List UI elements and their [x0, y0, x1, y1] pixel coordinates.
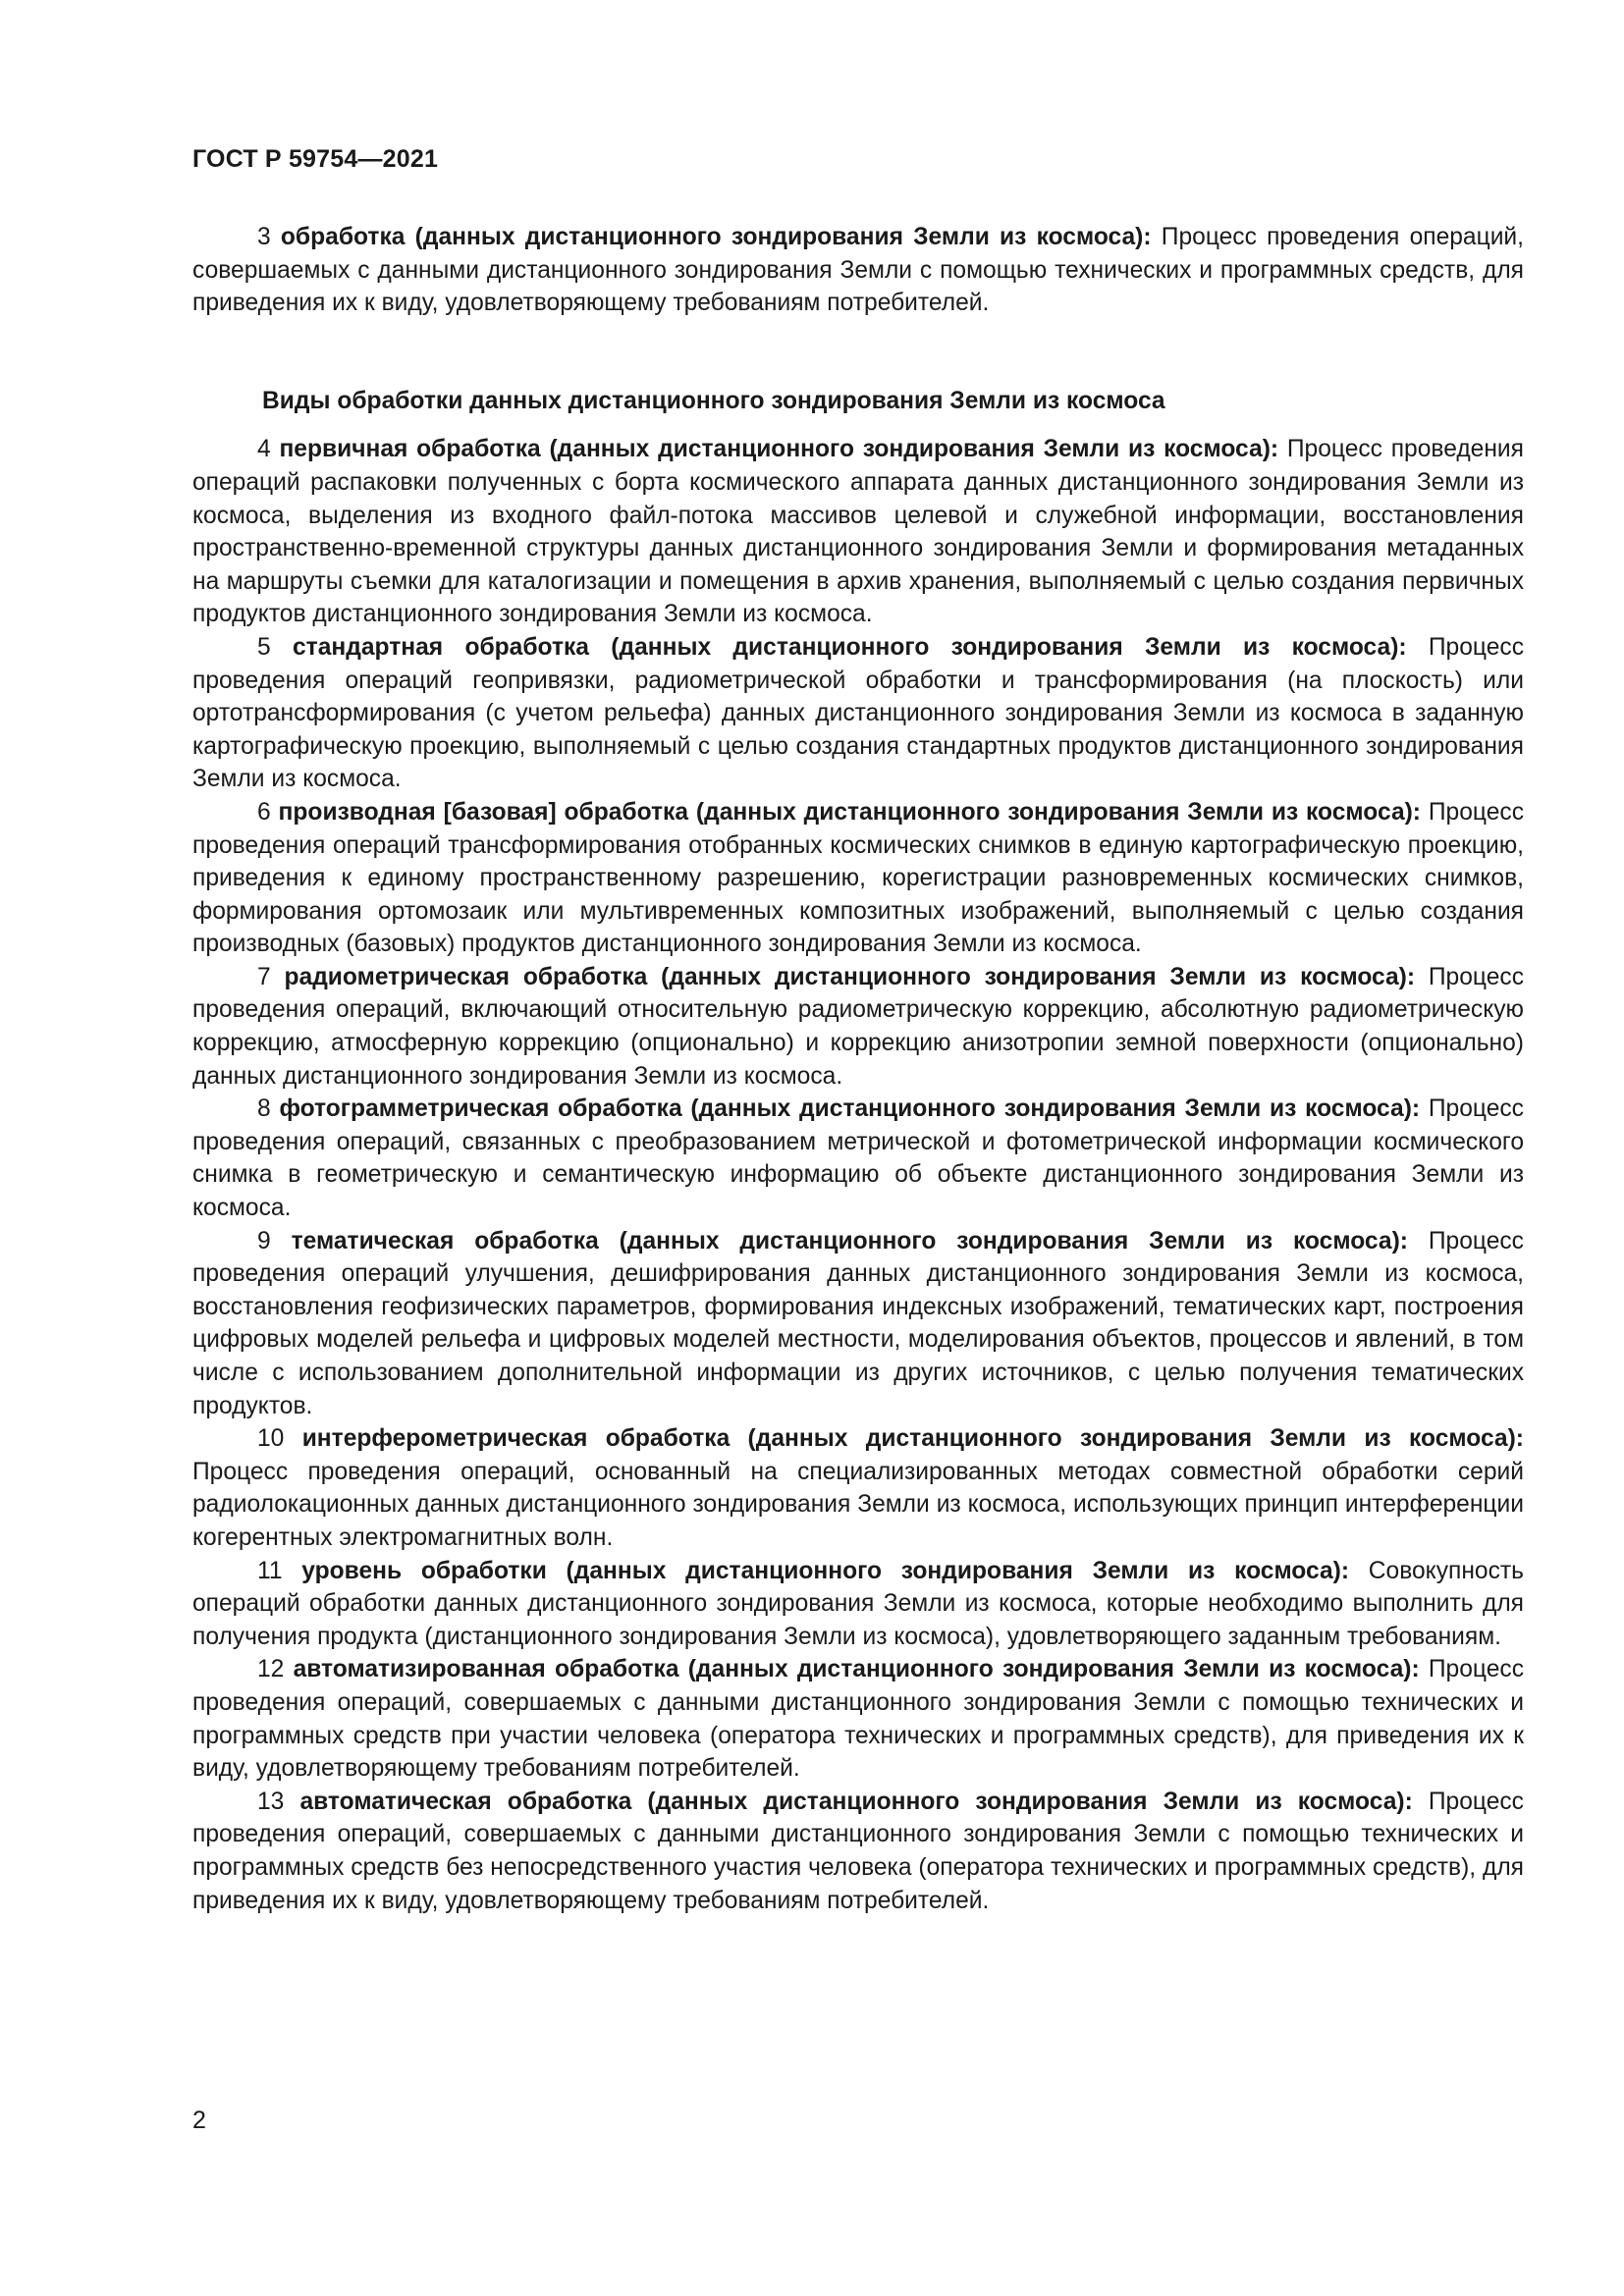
term-entry	[192, 1093, 1524, 1224]
entry-definition: Процесс проведения операций, совершаемых с данными дистанционного зондирования Земли с помощью технических и программных средств, для приведения их к виду, удовлетворяющему требованиям потребителей.	[192, 224, 1524, 317]
term-entry	[192, 1786, 1524, 1917]
term-entry	[192, 1555, 1524, 1654]
entry-number: 13	[257, 1788, 285, 1815]
entry-term: уровень обработки (данных дистанционного зондирования Земли из космоса):	[301, 1557, 1350, 1584]
entry-number: 8	[257, 1095, 271, 1123]
section-subheading: Виды обработки данных дистанционного зондирования Земли из космоса	[262, 387, 1165, 414]
entry-number: 12	[257, 1656, 285, 1683]
entry-term: радиометрическая обработка (данных дистанционного зондирования Земли из космоса):	[284, 963, 1416, 990]
entry-number: 9	[257, 1227, 271, 1255]
entry-definition: Процесс проведения операций трансформирования отобранных космических снимков в единую картографическую проекцию, приведения к единому пространственному разрешению, корегистрации разновременных космических снимков, формирования ортомозаик или мультивременных композитных изображений, выполняемый с целью создания производных (базовых) продуктов дистанционного зондирования Земли из космоса.	[192, 798, 1524, 958]
entry-definition: Процесс проведения операций, основанный на специализированных методах совместной обработки серий радиолокационных данных дистанционного зондирования Земли из космоса, использующих принцип интерференции когерентных электромагнитных волн.	[192, 1458, 1524, 1551]
entry-term: производная [базовая] обработка (данных дистанционного зондирования Земли из космоса):	[278, 798, 1422, 826]
term-entry	[192, 1225, 1524, 1423]
entry-number: 11	[257, 1557, 283, 1584]
term-entry	[192, 961, 1524, 1093]
entry-term: интерферометрическая обработка (данных дистанционного зондирования Земли из космоса):	[301, 1425, 1524, 1453]
entry-number: 5	[257, 633, 271, 661]
entry-number: 3	[257, 224, 271, 250]
entry-definition: Процесс проведения операций улучшения, дешифрирования данных дистанционного зондирования Земли из космоса, восстановления геофизических параметров, формирования индексных изображений, тематических карт, построения цифровых моделей рельефа и цифровых моделей местности, моделирования объектов, процессов и явлений, в том числе с использованием дополнительной информации из других источников, с целью получения тематических продуктов.	[192, 1227, 1524, 1419]
term-entry	[192, 631, 1524, 796]
entry-definition: Процесс проведения операций распаковки полученных с борта космического аппарата данных дистанционного зондирования Земли из космоса, выделения из входного файл-потока массивов целевой и служебной информации, восстановления пространственно-временной структуры данных дистанционного зондирования Земли и формирования метаданных на маршруты съемки для каталогизации и помещения в архив хранения, выполняемый с целью создания первичных продуктов дистанционного зондирования Земли из космоса.	[192, 436, 1524, 628]
entry-definition: Процесс проведения операций, совершаемых с данными дистанционного зондирования Земли с помощью технических и программных средств без непосредственного участия человека (оператора технических и программных средств), для приведения их к виду, удовлетворяющему требованиям потребителей.	[192, 1788, 1524, 1914]
entry-term: первичная обработка (данных дистанционного зондирования Земли из космоса):	[279, 436, 1279, 463]
entry-term: автоматизированная обработка (данных дистанционного зондирования Земли из космоса):	[293, 1656, 1420, 1683]
entry-term: автоматическая обработка (данных дистанционного зондирования Земли из космоса):	[299, 1788, 1413, 1815]
entry-number: 4	[257, 436, 271, 463]
page-number: 2	[192, 2107, 206, 2134]
entry-definition: Процесс проведения операций, связанных с преобразованием метрической и фотометрической информации космического снимка в геометрическую и семантическую информацию об объекте дистанционного зондирования Земли из космоса.	[192, 1095, 1524, 1222]
entry-definition: Процесс проведения операций, включающий относительную радиометрическую коррекцию, абсолютную радиометрическую коррекцию, атмосферную коррекцию (опционально) и коррекцию анизотропии земной поверхности (опционально) данных дистанционного зондирования Земли из космоса.	[192, 963, 1524, 1090]
entry-number: 6	[257, 798, 271, 826]
entry-definition: Процесс проведения операций, совершаемых с данными дистанционного зондирования Земли с помощью технических и программных средств при участии человека (оператора технических и программных средств), для приведения их к виду, удовлетворяющему требованиям потребителей.	[192, 1656, 1524, 1783]
standard-code: ГОСТ Р 59754—2021	[192, 145, 439, 173]
term-entry	[192, 796, 1524, 961]
entry-term: тематическая обработка (данных дистанционного зондирования Земли из космоса):	[291, 1227, 1408, 1255]
page-content	[192, 221, 1524, 1917]
term-entry	[192, 1422, 1524, 1554]
term-entry	[192, 221, 1524, 320]
term-entry	[192, 433, 1524, 631]
entry-definition: Совокупность операций обработки данных дистанционного зондирования Земли из космоса, которые необходимо выполнить для получения продукта (дистанционного зондирования Земли из космоса), удовлетворяющего заданным требованиям.	[192, 1557, 1524, 1650]
entry-term: фотограмметрическая обработка (данных дистанционного зондирования Земли из космоса):	[279, 1095, 1421, 1123]
entry-number: 7	[257, 963, 271, 990]
term-entry	[192, 1653, 1524, 1785]
entry-term: обработка (данных дистанционного зондирования Земли из космоса):	[280, 224, 1152, 250]
entry-number: 10	[257, 1425, 285, 1453]
entry-definition: Процесс проведения операций геопривязки, радиометрической обработки и трансформирования (на плоскость) или ортотрансформирования (с учетом рельефа) данных дистанционного зондирования Земли из космоса в заданную картографическую проекцию, выполняемый с целью создания стандартных продуктов дистанционного зондирования Земли из космоса.	[192, 633, 1524, 793]
entry-term: стандартная обработка (данных дистанционного зондирования Земли из космоса):	[292, 633, 1407, 661]
